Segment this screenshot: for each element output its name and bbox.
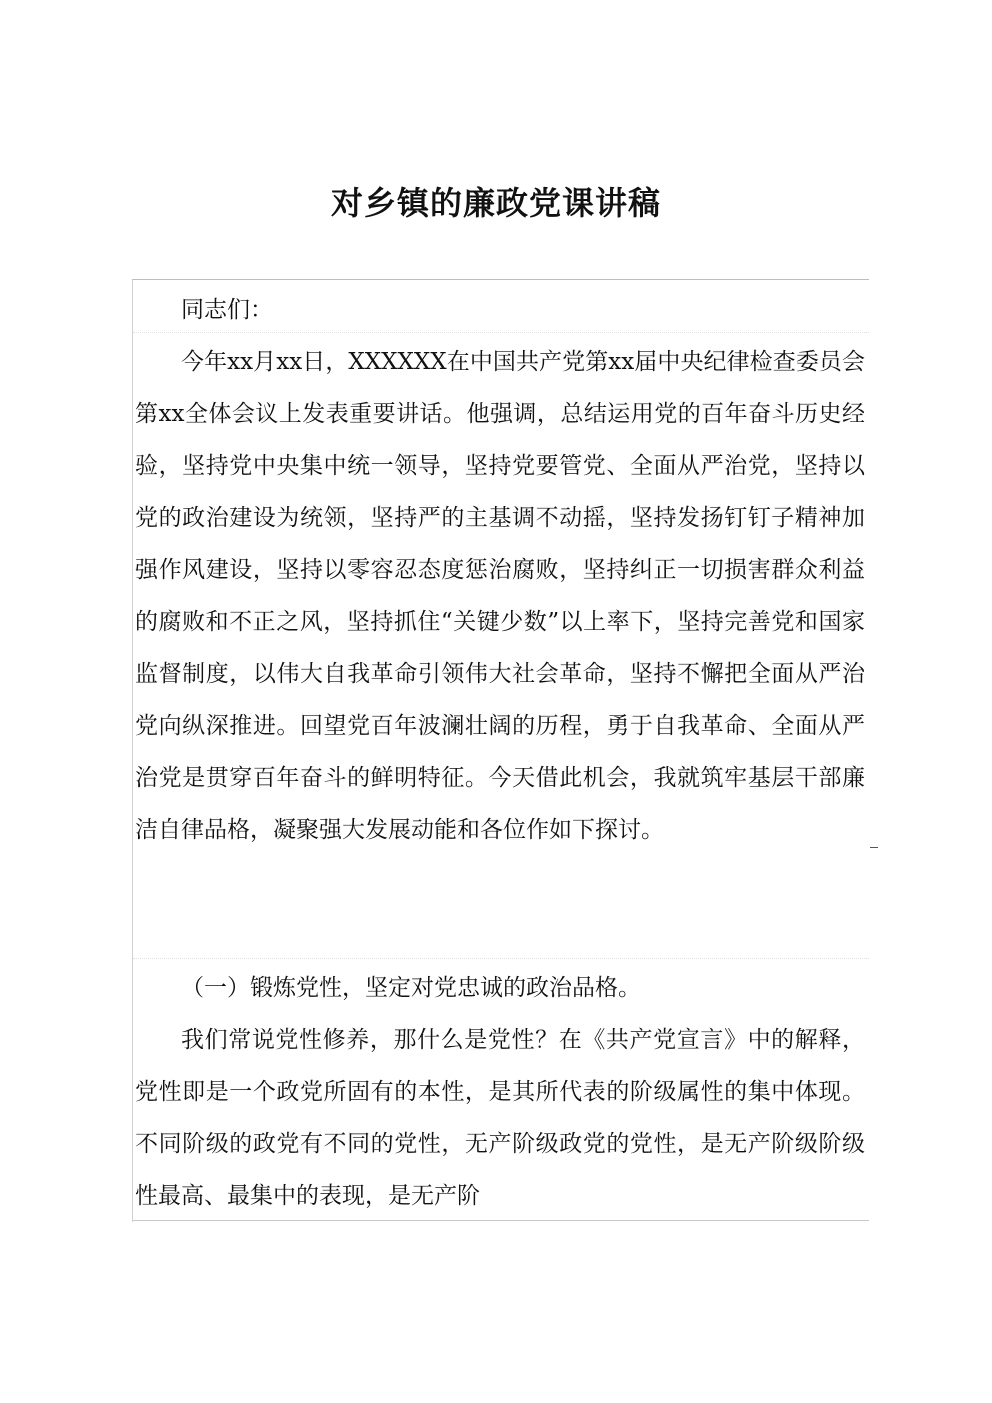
document-title: 对乡镇的廉政党课讲稿 xyxy=(330,184,661,222)
section-heading-1: （一）锻炼党性，坚定对党忠诚的政治品格。 xyxy=(181,975,641,1001)
margin-tick xyxy=(870,847,878,848)
textbox-bottom-border xyxy=(133,1220,869,1221)
document-body xyxy=(132,279,869,1222)
paragraph-party-spirit: 我们常说党性修养，那什么是党性？在《共产党宣言》中的解释，党性即是一个政党所固有的本性，是其所代表的阶级属性的集中体现。不同阶级的政党有不同的党性，无产阶级政党的党性，是无产阶级阶级性最高、最集中的表现，是无产阶 xyxy=(135,1027,865,1209)
row-divider xyxy=(133,958,869,959)
paragraph-intro: 今年xx月xx日，XXXXXX在中国共产党第xx届中央纪律检查委员会第xx全体会议上发表重要讲话。他强调，总结运用党的百年奋斗历史经验，坚持党中央集中统一领导，坚持党要管党、全面从严治党，坚持以党的政治建设为统领，坚持严的主基调不动摇，坚持发扬钉钉子精神加强作风建设，坚持以零容忍态度惩治腐败，坚持纠正一切损害群众利益的腐败和不正之风，坚持抓住“关键少数”以上率下，坚持完善党和国家监督制度，以伟大自我革命引领伟大社会革命，坚持不懈把全面从严治党向纵深推进。回望党百年波澜壮阔的历程，勇于自我革命、全面从严治党是贯穿百年奋斗的鲜明特征。今天借此机会，我就筑牢基层干部廉洁自律品格，凝聚强大发展动能和各位作如下探讨。 xyxy=(135,349,865,843)
salutation: 同志们： xyxy=(181,297,273,323)
